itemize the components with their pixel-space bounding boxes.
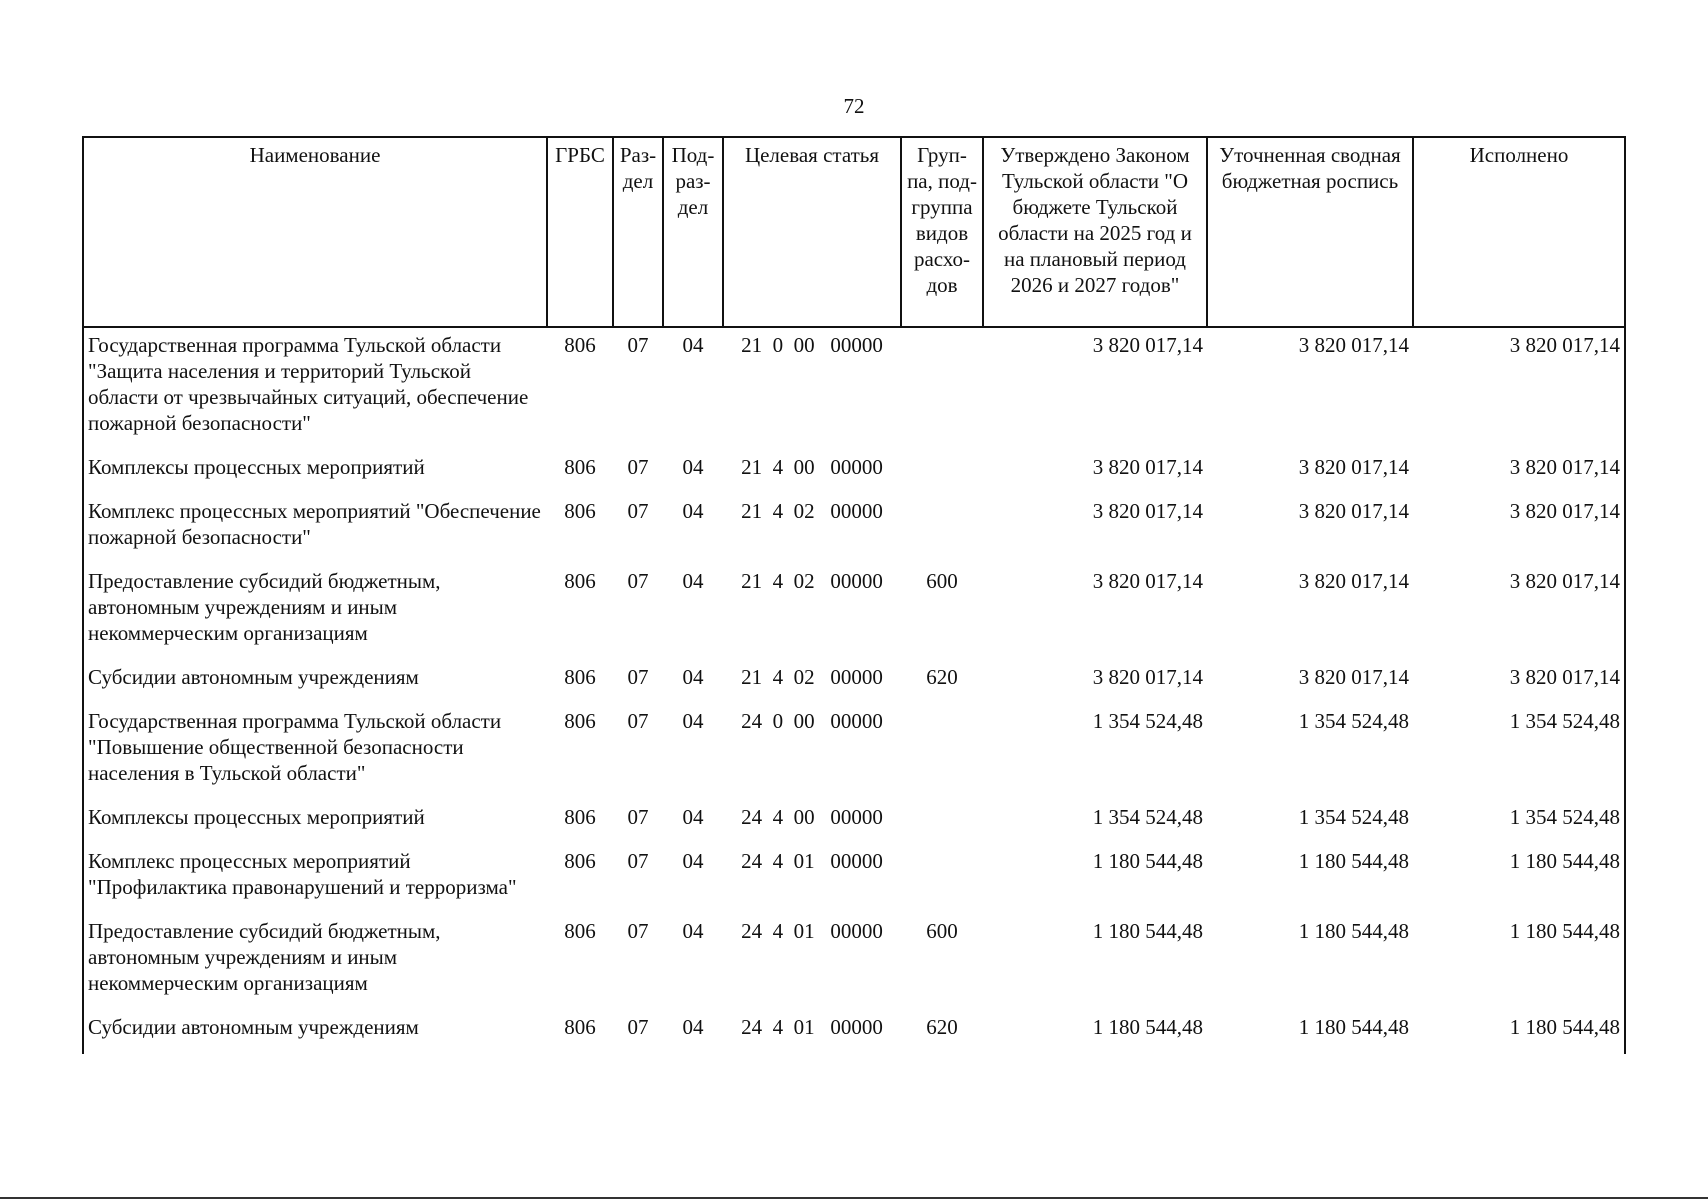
row-target: 21 4 00 00000 <box>741 455 883 479</box>
table-row <box>83 800 1625 844</box>
row-name: Предоставление субсидий бюджетным, автономным учреждениям и иным некоммерческим организациям <box>83 564 547 660</box>
row-refined: 1 180 544,48 <box>1298 1015 1409 1039</box>
table-row <box>83 660 1625 704</box>
header-razdel: Раз- дел <box>613 137 663 327</box>
row-grbs: 806 <box>564 333 596 357</box>
row-group: 600 <box>926 569 958 593</box>
row-podrazdel: 04 <box>682 849 704 873</box>
header-executed: Исполнено <box>1413 137 1625 327</box>
row-name: Комплексы процессных мероприятий <box>83 450 547 494</box>
row-podrazdel: 04 <box>682 455 704 479</box>
row-grbs: 806 <box>564 709 596 733</box>
row-razdel: 07 <box>627 805 649 829</box>
row-razdel: 07 <box>627 919 649 943</box>
row-refined: 3 820 017,14 <box>1298 569 1409 593</box>
table-row <box>83 327 1625 450</box>
row-name: Государственная программа Тульской области "Повышение общественной безопасности населения в Тульской области" <box>83 704 547 800</box>
row-razdel: 07 <box>627 709 649 733</box>
row-executed: 1 180 544,48 <box>1413 844 1625 914</box>
row-target: 21 0 00 00000 <box>741 333 883 357</box>
row-razdel: 07 <box>627 665 649 689</box>
row-grbs: 806 <box>564 1015 596 1039</box>
header-name: Наименование <box>83 137 547 327</box>
row-grbs: 806 <box>564 455 596 479</box>
row-group <box>901 494 983 564</box>
row-refined: 1 354 524,48 <box>1298 709 1409 733</box>
row-name: Предоставление субсидий бюджетным, автономным учреждениям и иным некоммерческим организациям <box>83 914 547 1010</box>
header-refined: Уточненная сводная бюджетная роспись <box>1207 137 1413 327</box>
row-executed: 1 180 544,48 <box>1413 1010 1625 1054</box>
row-razdel: 07 <box>627 333 649 357</box>
row-target: 24 4 01 00000 <box>741 1015 883 1039</box>
row-executed: 1 354 524,48 <box>1413 704 1625 800</box>
row-refined: 1 180 544,48 <box>1298 919 1409 943</box>
row-executed: 3 820 017,14 <box>1413 564 1625 660</box>
row-approved: 1 354 524,48 <box>1092 805 1203 829</box>
row-approved: 3 820 017,14 <box>1092 569 1203 593</box>
row-approved: 1 180 544,48 <box>1092 1015 1203 1039</box>
header-grbs: ГРБС <box>547 137 613 327</box>
row-group <box>901 844 983 914</box>
row-target: 21 4 02 00000 <box>741 499 883 523</box>
row-refined: 3 820 017,14 <box>1298 333 1409 357</box>
row-executed: 3 820 017,14 <box>1413 494 1625 564</box>
row-executed: 3 820 017,14 <box>1413 660 1625 704</box>
row-executed: 3 820 017,14 <box>1413 327 1625 450</box>
row-podrazdel: 04 <box>682 919 704 943</box>
table-row <box>83 450 1625 494</box>
row-razdel: 07 <box>627 499 649 523</box>
row-refined: 3 820 017,14 <box>1298 499 1409 523</box>
row-podrazdel: 04 <box>682 665 704 689</box>
row-group <box>901 704 983 800</box>
header-target: Целевая статья <box>723 137 901 327</box>
row-group: 620 <box>926 665 958 689</box>
row-name: Комплекс процессных мероприятий "Обеспечение пожарной безопасности" <box>83 494 547 564</box>
row-group <box>901 800 983 844</box>
row-refined: 1 180 544,48 <box>1298 849 1409 873</box>
row-executed: 1 354 524,48 <box>1413 800 1625 844</box>
table-row <box>83 494 1625 564</box>
row-approved: 1 354 524,48 <box>1092 709 1203 733</box>
row-podrazdel: 04 <box>682 1015 704 1039</box>
row-target: 24 4 00 00000 <box>741 805 883 829</box>
table-row <box>83 844 1625 914</box>
row-approved: 3 820 017,14 <box>1092 455 1203 479</box>
row-group: 620 <box>926 1015 958 1039</box>
table-row <box>83 704 1625 800</box>
row-approved: 3 820 017,14 <box>1092 665 1203 689</box>
row-name: Комплексы процессных мероприятий <box>83 800 547 844</box>
table-row <box>83 1010 1625 1054</box>
row-grbs: 806 <box>564 919 596 943</box>
row-approved: 3 820 017,14 <box>1092 499 1203 523</box>
row-group <box>901 450 983 494</box>
row-razdel: 07 <box>627 849 649 873</box>
row-name: Государственная программа Тульской области "Защита населения и территорий Тульской области от чрезвычайных ситуаций, обеспечение пожарной безопасности" <box>83 327 547 450</box>
row-approved: 1 180 544,48 <box>1092 919 1203 943</box>
row-name: Субсидии автономным учреждениям <box>83 1010 547 1054</box>
row-name: Комплекс процессных мероприятий "Профилактика правонарушений и терроризма" <box>83 844 547 914</box>
row-grbs: 806 <box>564 499 596 523</box>
header-group: Груп- па, под- группа видов расхо- дов <box>901 137 983 327</box>
row-podrazdel: 04 <box>682 805 704 829</box>
row-executed: 1 180 544,48 <box>1413 914 1625 1010</box>
row-grbs: 806 <box>564 665 596 689</box>
row-razdel: 07 <box>627 455 649 479</box>
row-grbs: 806 <box>564 805 596 829</box>
row-razdel: 07 <box>627 569 649 593</box>
row-grbs: 806 <box>564 849 596 873</box>
row-razdel: 07 <box>627 1015 649 1039</box>
row-target: 21 4 02 00000 <box>741 665 883 689</box>
page-number: 72 <box>843 94 865 118</box>
table-header-row <box>83 137 1625 327</box>
row-approved: 3 820 017,14 <box>1092 333 1203 357</box>
row-podrazdel: 04 <box>682 709 704 733</box>
row-podrazdel: 04 <box>682 569 704 593</box>
row-refined: 1 354 524,48 <box>1298 805 1409 829</box>
table-row <box>83 564 1625 660</box>
row-refined: 3 820 017,14 <box>1298 455 1409 479</box>
budget-table <box>82 136 1626 1054</box>
row-target: 21 4 02 00000 <box>741 569 883 593</box>
page-bottom-rule <box>0 1197 1708 1199</box>
header-podrazdel: Под- раз- дел <box>663 137 723 327</box>
row-target: 24 4 01 00000 <box>741 919 883 943</box>
row-approved: 1 180 544,48 <box>1092 849 1203 873</box>
row-podrazdel: 04 <box>682 499 704 523</box>
row-target: 24 4 01 00000 <box>741 849 883 873</box>
row-podrazdel: 04 <box>682 333 704 357</box>
row-grbs: 806 <box>564 569 596 593</box>
row-executed: 3 820 017,14 <box>1413 450 1625 494</box>
row-target: 24 0 00 00000 <box>741 709 883 733</box>
row-name: Субсидии автономным учреждениям <box>83 660 547 704</box>
row-group: 600 <box>926 919 958 943</box>
header-approved: Утверждено Законом Тульской области "О бюджете Тульской области на 2025 год и на плановый период 2026 и 2027 годов" <box>983 137 1207 327</box>
row-group <box>901 327 983 450</box>
row-refined: 3 820 017,14 <box>1298 665 1409 689</box>
table-row <box>83 914 1625 1010</box>
